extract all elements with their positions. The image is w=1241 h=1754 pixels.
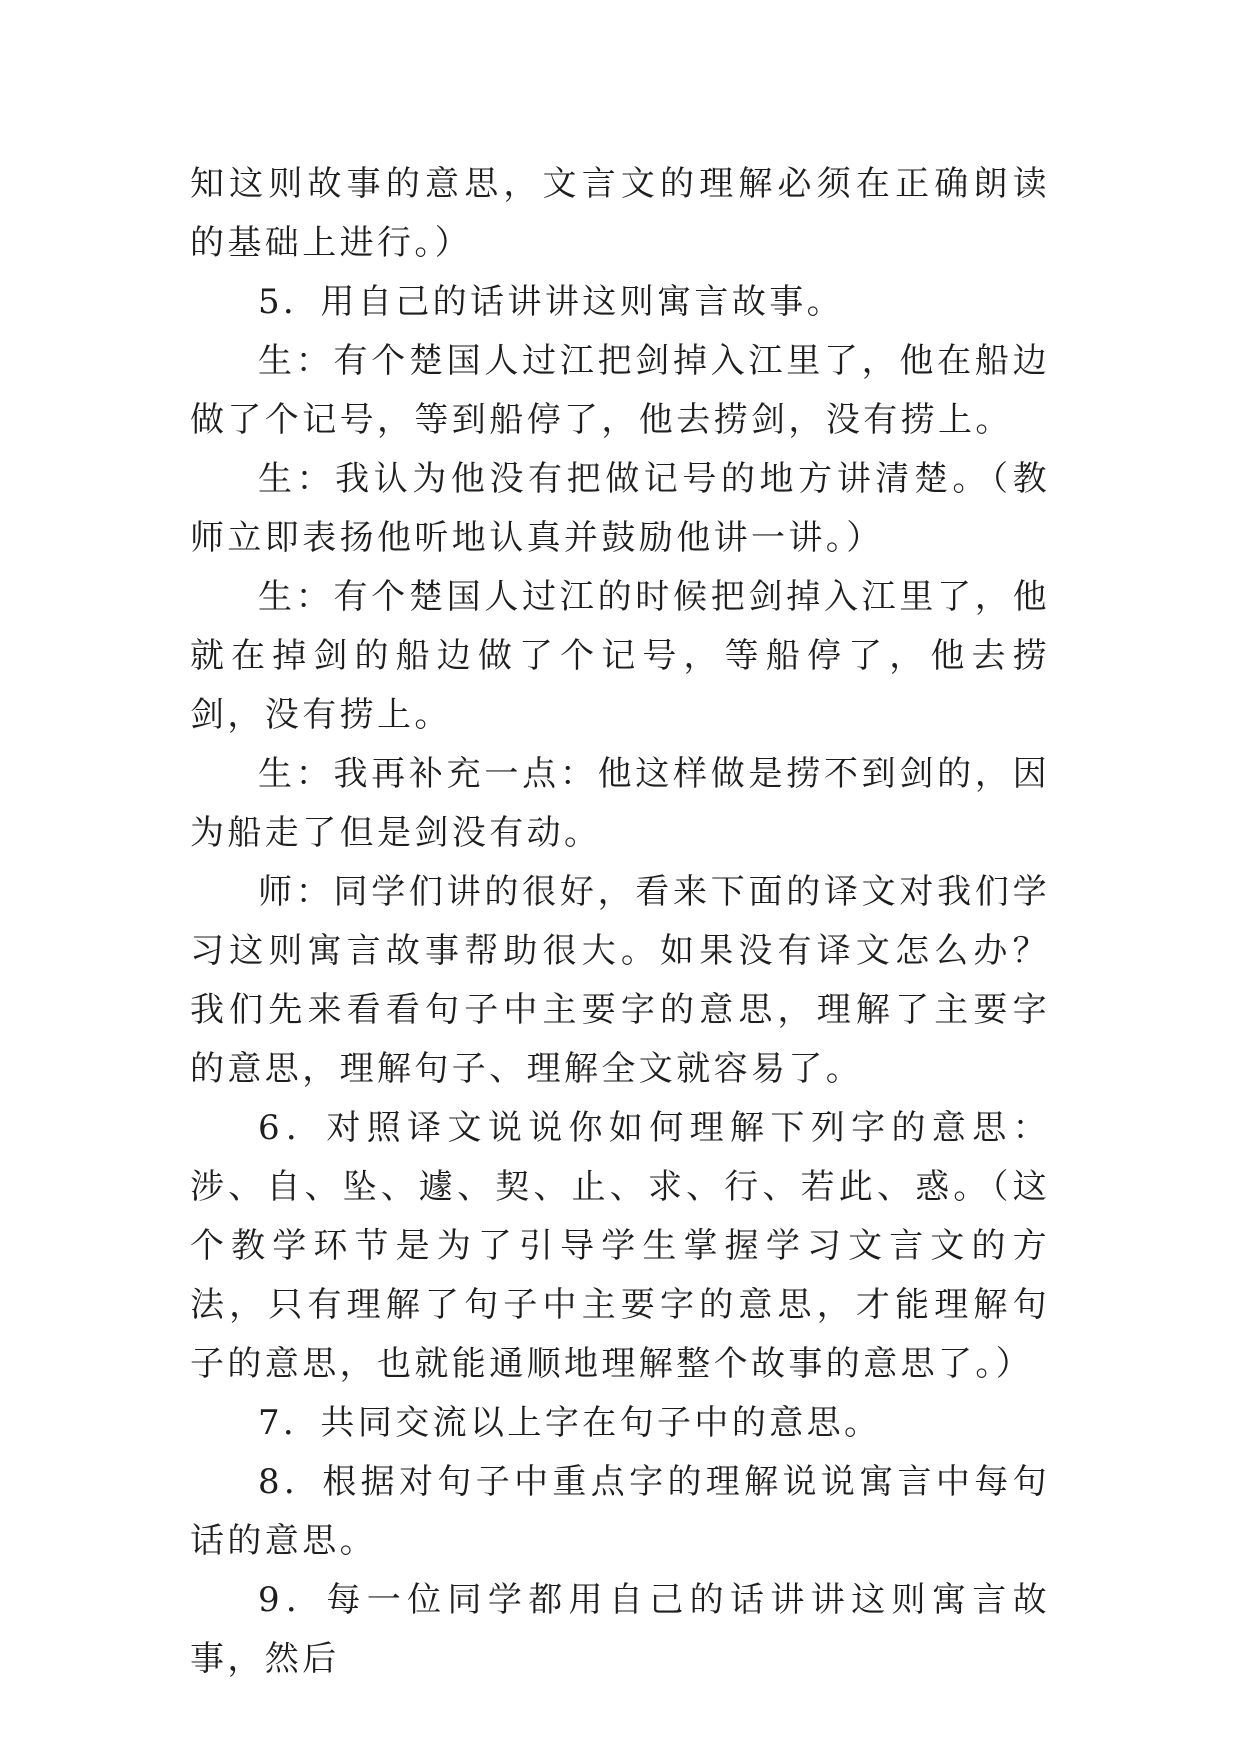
- paragraph-teacher-remark: 师：同学们讲的很好，看来下面的译文对我们学习这则寓言故事帮助很大。如果没有译文怎么办？我们先来看看句子中主要字的意思，理解了主要字的意思，理解句子、理解全文就容易了。: [190, 872, 1050, 1089]
- paragraph-student-answer-4: 生：我再补充一点：他这样做是捞不到剑的，因为船走了但是剑没有动。: [190, 754, 1050, 853]
- paragraph-student-answer-1: 生：有个楚国人过江把剑掉入江里了，他在船边做了个记号，等到船停了，他去捞剑，没有捞上。: [190, 341, 1050, 440]
- paragraph-step-5: 5．用自己的话讲讲这则寓言故事。: [258, 282, 845, 322]
- paragraph-student-answer-2: 生：我认为他没有把做记号的地方讲清楚。（教师立即表扬他听地认真并鼓励他讲一讲。）: [190, 459, 1050, 558]
- paragraph-step-6: 6．对照译文说说你如何理解下列字的意思：涉、自、坠、遽、契、止、求、行、若此、惑。（这个教学环节是为了引导学生掌握学习文言文的方法，只有理解了句子中主要字的意思，才能理解句子的意思，也就能通顺地理解整个故事的意思了。）: [190, 1108, 1050, 1384]
- paragraph-step-9: 9．每一位同学都用自己的话讲讲这则寓言故事，然后: [190, 1580, 1050, 1679]
- paragraph-continued: 知这则故事的意思，文言文的理解必须在正确朗读的基础上进行。）: [190, 164, 1050, 263]
- paragraph-step-7: 7．共同交流以上字在句子中的意思。: [258, 1403, 882, 1443]
- paragraph-student-answer-3: 生：有个楚国人过江的时候把剑掉入江里了，他就在掉剑的船边做了个记号，等船停了，他去捞剑，没有捞上。: [190, 577, 1050, 735]
- document-body: [190, 155, 1050, 1689]
- paragraph-step-8: 8．根据对句子中重点字的理解说说寓言中每句话的意思。: [190, 1462, 1050, 1561]
